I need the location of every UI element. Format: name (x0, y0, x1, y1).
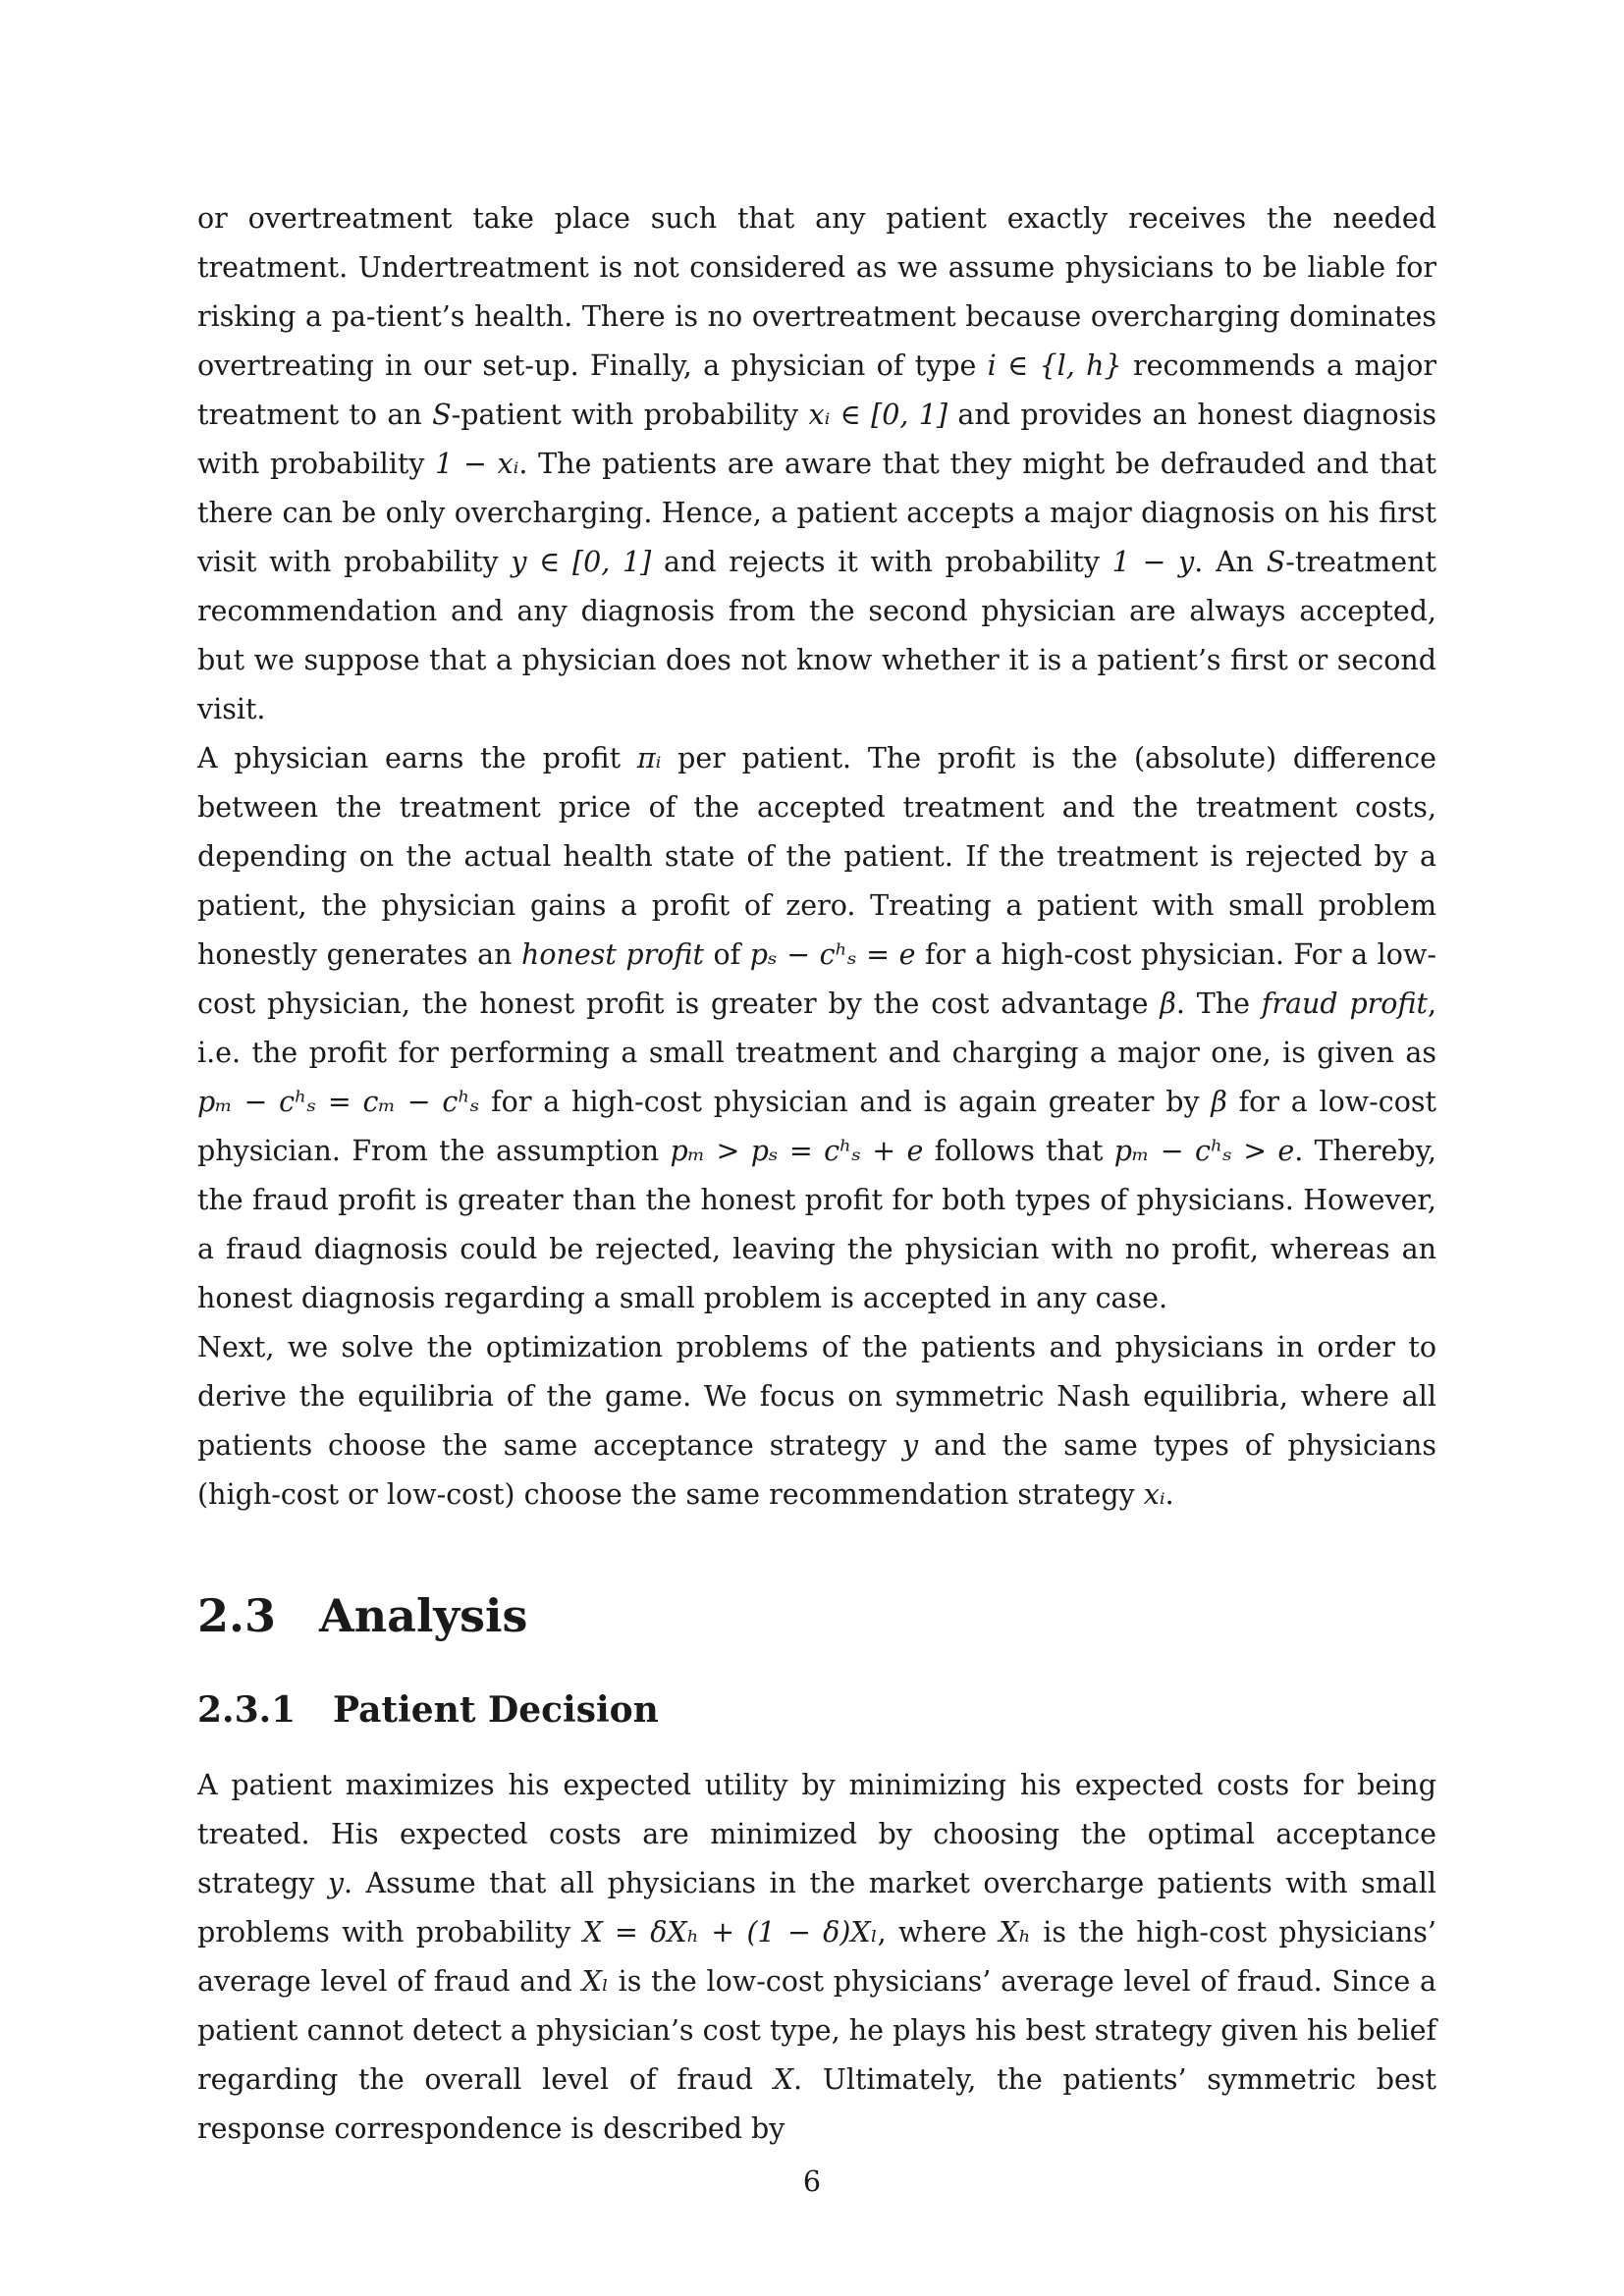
paragraph-physician-profit (197, 734, 1436, 1323)
math-s: S (432, 399, 452, 431)
math-y-range: y ∈ [0, 1] (511, 546, 652, 578)
math-fraud-gt-e: pₘ − cʰₛ > e (1113, 1135, 1295, 1167)
paragraph-patient-decision (197, 1761, 1436, 2154)
subsection-title: Patient Decision (333, 1689, 659, 1731)
section-number: 2.3 (197, 1589, 277, 1642)
text-run: . The (1175, 988, 1262, 1020)
paragraph-equilibria (197, 1323, 1436, 1520)
text-run: recommends a major treatment to an (197, 349, 1437, 431)
text-run: , where (877, 1916, 1000, 1949)
text-run: . Assume that all physicians in the market overcharge patients with small problems with probability (197, 1867, 1436, 1949)
text-run: . The patients are aware that they might be defrauded and that there can be only overcharging. Hence, a patient accepts a major diagnosis on his first visit with probability (197, 448, 1437, 578)
math-beta: β (1160, 988, 1176, 1020)
text-run: for a high-cost physician. For a low-cost physician, the honest profit is greater by the cost advantage (197, 938, 1436, 1020)
subsection-number: 2.3.1 (197, 1689, 297, 1731)
text-run: or overtreatment take place such that any patient exactly receives the needed treatment. Undertreatment is not considered as we assume physicians to be liable for risking a pa-tient’s health. There is no overtreatment because overcharging dominates overtreating in our set-up. Finally, a physician of type (197, 202, 1436, 382)
text-run: A patient maximizes his expected utility by minimizing his expected costs for being treated. His expected costs are minimized by choosing the optimal acceptance strategy (197, 1769, 1436, 1899)
text-run: -treatment recommendation and any diagnosis from the second physician are always accepted, but we suppose that a physician does not know whether it is a patient’s first or second visit. (197, 546, 1436, 725)
math-xi: xᵢ (1143, 1478, 1165, 1511)
math-fraud-profit: pₘ − cʰₛ = cₘ − cʰₛ (197, 1086, 480, 1118)
text-run: . Ultimately, the patients’ symmetric best response correspondence is described by (197, 2063, 1436, 2145)
text-run: Next, we solve the optimization problems of the patients and physicians in order to derive the equilibria of the game. We focus on symmetric Nash equilibria, where all patients choose the same acceptance strategy (197, 1331, 1436, 1462)
text-run: for a high-cost physician and is again greater by (479, 1086, 1212, 1118)
math-y: y (327, 1867, 344, 1899)
text-run: for a low-cost physician. From the assumption (197, 1086, 1437, 1167)
emphasis-fraud-profit: fraud profit (1261, 988, 1428, 1020)
math-x: X (773, 2063, 794, 2096)
text-run: is the high-cost physicians’ average level of fraud and (197, 1916, 1436, 1998)
text-run: and the same types of physicians (high-cost or low-cost) choose the same recommendation strategy (197, 1429, 1436, 1511)
math-assumption: pₘ > pₛ = cʰₛ + e (670, 1135, 924, 1167)
math-overall-fraud: X = δXₕ + (1 − δ)Xₗ (582, 1916, 878, 1949)
math-beta: β (1211, 1086, 1227, 1118)
text-run: of (703, 938, 750, 971)
math-xh: Xₕ (999, 1916, 1031, 1949)
math-xl: Xₗ (581, 1965, 609, 1998)
text-run: A physician earns the profit (197, 742, 637, 774)
text-run: is the low-cost physicians’ average level of fraud. Since a patient cannot detect a physician’s cost type, he plays his best strategy given his belief regarding the overall level of fraud (197, 1965, 1436, 2096)
math-s: S (1266, 546, 1286, 578)
math-type-set: i ∈ {l, h} (987, 349, 1122, 382)
emphasis-honest-profit: honest profit (521, 938, 704, 971)
page-number: 6 (802, 2165, 822, 2198)
text-run: -patient with probability (451, 399, 809, 431)
page-body (197, 194, 1436, 2154)
section-title: Analysis (319, 1589, 528, 1642)
text-run: . Thereby, the fraud profit is greater than the honest profit for both types of physicians. However, a fraud diagnosis could be rejected, leaving the physician with no profit, whereas an honest diagnosis regarding a small problem is accepted in any case. (197, 1135, 1437, 1314)
paragraph-treatment-strategies (197, 194, 1436, 734)
text-run: and provides an honest diagnosis with probability (197, 399, 1436, 480)
text-run: . An (1194, 546, 1267, 578)
math-one-minus-y: 1 − y (1111, 546, 1195, 578)
text-run: , i.e. the profit for performing a small treatment and charging a major one, is given as (197, 988, 1436, 1069)
math-xi-range: xᵢ ∈ [0, 1] (808, 399, 948, 431)
text-run: per patient. The profit is the (absolute) difference between the treatment price of the accepted treatment and the treatment costs, depending on the actual health state of the patient. If the treatment is rejected by a patient, the physician gains a profit of zero. Treating a patient with small problem honestly generates an (197, 742, 1436, 971)
subsection-heading (197, 1688, 1436, 1732)
math-pi-i: πᵢ (636, 742, 662, 774)
text-run: . (1164, 1478, 1174, 1511)
text-run: and rejects it with probability (651, 546, 1112, 578)
math-y: y (902, 1429, 919, 1462)
text-run: follows that (923, 1135, 1114, 1167)
math-one-minus-xi: 1 − xᵢ (435, 448, 519, 480)
section-heading (197, 1588, 1436, 1643)
math-honest-profit: pₛ − cʰₛ = e (749, 938, 916, 971)
